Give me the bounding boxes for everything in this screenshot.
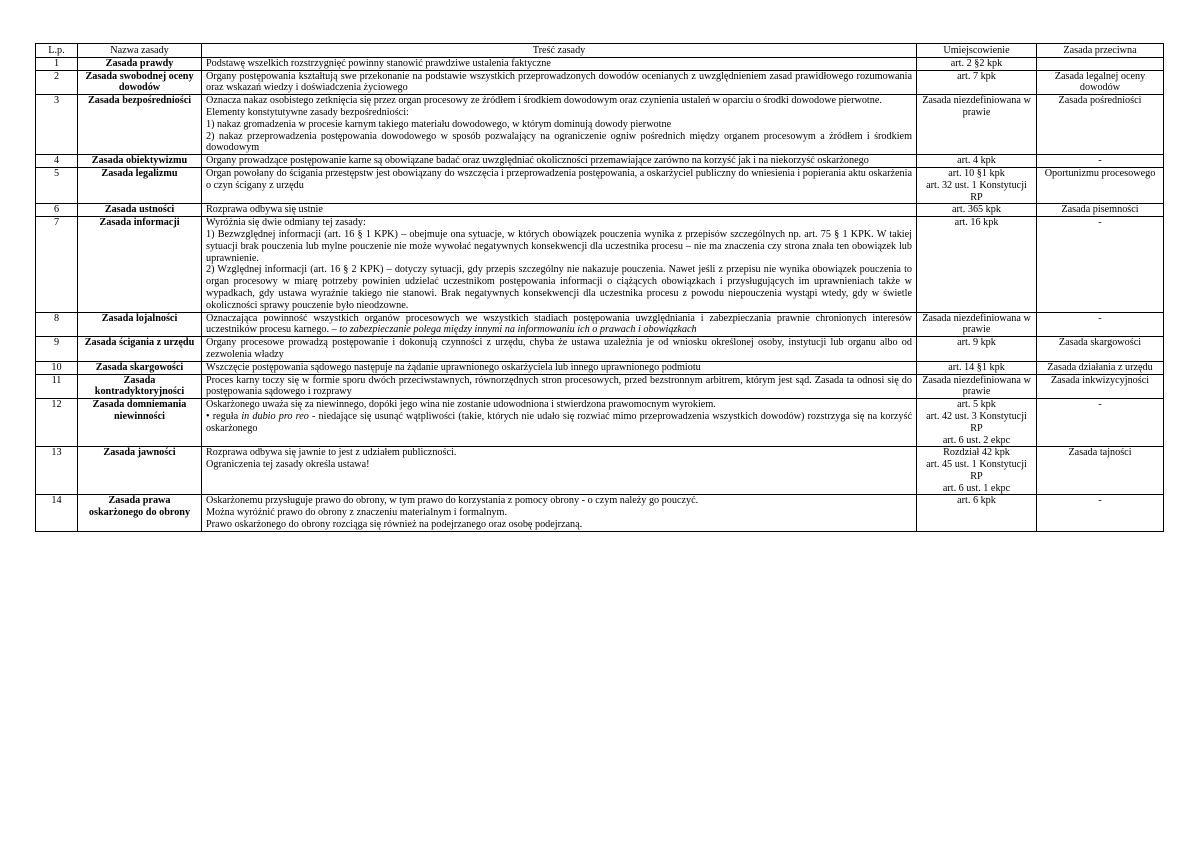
location-line: art. 5 kpk (957, 399, 996, 411)
content-paragraph: 1) nakaz gromadzenia w procesie karnym takiego materiału dowodowego, w którym dominują dowody pierwotne (206, 118, 672, 130)
table-row (36, 337, 1164, 362)
row-number: 2 (36, 70, 78, 95)
table-row (36, 312, 1164, 337)
row-number: 5 (36, 167, 78, 203)
principle-location (917, 57, 1037, 70)
content-paragraph: 2) nakaz przeprowadzenia postępowania dowodowego w sposób pozwalający na ograniczenie ogniw pośrednich między organem procesowym a źródłem i środkiem dowodowym (206, 130, 912, 154)
principle-name: Zasada kontradyktoryjności (78, 374, 202, 399)
table-row (36, 374, 1164, 399)
principle-location (917, 361, 1037, 374)
principle-name: Zasada jawności (78, 447, 202, 495)
opposite-principle: Zasada tajności (1037, 447, 1164, 495)
row-number: 13 (36, 447, 78, 495)
header-content: Treść zasady (202, 44, 917, 58)
location-line: Rozdział 42 kpk (943, 447, 1010, 459)
principle-location (917, 399, 1037, 447)
principle-content (202, 399, 917, 447)
location-line: Zasada niezdefiniowana w prawie (922, 374, 1031, 398)
table-row (36, 155, 1164, 168)
table-header-row (36, 44, 1164, 58)
table-row (36, 57, 1164, 70)
content-paragraph: Oskarżonego uważa się za niewinnego, dopóki jego wina nie zostanie udowodniona i stwierdzona prawomocnym wyrokiem. (206, 399, 716, 411)
row-number: 12 (36, 399, 78, 447)
row-number: 10 (36, 361, 78, 374)
row-number: 4 (36, 155, 78, 168)
location-line: art. 45 ust. 1 Konstytucji RP (926, 459, 1027, 482)
table-row (36, 167, 1164, 203)
principle-location (917, 70, 1037, 95)
location-line: art. 9 kpk (957, 337, 996, 349)
row-number: 14 (36, 495, 78, 531)
content-paragraph: Oznacza nakaz osobistego zetknięcia się przez organ procesowy ze źródłem i środkiem dowodowym oraz czynienia ustaleń w oparciu o środki dowodowe pierwotne. (206, 95, 882, 107)
content-paragraph: Organy procesowe prowadzą postępowanie i dokonują czynności z urzędu, chyba że ustawa uzależnia je od wniosku określonej osoby, instytucji lub organu albo od zezwolenia władzy (206, 337, 912, 360)
row-number: 11 (36, 374, 78, 399)
location-line: art. 14 §1 kpk (948, 361, 1005, 373)
content-paragraph: Organy prowadzące postępowanie karne są obowiązane badać oraz uwzględniać okoliczności przemawiające zarówno na korzyść jak i na niekorzyść oskarżonego (206, 155, 869, 167)
principle-location (917, 167, 1037, 203)
opposite-principle: - (1037, 399, 1164, 447)
table-row (36, 95, 1164, 155)
header-location: Umiejscowienie (917, 44, 1037, 58)
principle-content (202, 167, 917, 203)
table-row (36, 361, 1164, 374)
row-number: 9 (36, 337, 78, 362)
content-paragraph: Oznaczająca powinność wszystkich organów procesowych we wszystkich stadiach postępowania uwzględniania i zabezpieczania prawnie chronionych interesów uczestników procesu karnego. – (206, 312, 912, 336)
principle-name: Zasada domniemania niewinności (78, 399, 202, 447)
content-paragraph: Ograniczenia tej zasady określa ustawa! (206, 459, 370, 471)
principle-name: Zasada obiektywizmu (78, 155, 202, 168)
principle-name: Zasada ustności (78, 204, 202, 217)
location-line: art. 4 kpk (957, 155, 996, 167)
content-paragraph: Można wyróżnić prawo do obrony z znaczeniu materialnym i formalnym. (206, 507, 507, 519)
content-paragraph: Prawo oskarżonego do obrony rozciąga się również na podejrzanego oraz osobę podejrzaną. (206, 519, 583, 531)
principle-name: Zasada legalizmu (78, 167, 202, 203)
principle-name: Zasada bezpośredniości (78, 95, 202, 155)
location-line: art. 42 ust. 3 Konstytucji RP (926, 410, 1027, 434)
principle-location (917, 374, 1037, 399)
content-paragraph: 2) Względnej informacji (art. 16 § 2 KPK) – dotyczy sytuacji, gdy przepis szczególny nie nakazuje pouczenia. Nawet jeśli z przepisu nie wynika obowiązek pouczenia to organ procesowy w miarę potrzeby powinien udzielać uczestnikom postępowania informacji o ciążących obowiązkach i przysługujących im uprawnieniach także w wypadkach, gdy ustawa wyraźnie takiego nie stanowi. Brak negatywnych konsekwencji dla uczestnika procesu z powodu niepouczenia wystąpi wtedy, gdy w świetle okoliczności sprawy pouczenie było nieodzowne. (206, 264, 912, 311)
content-paragraph: Organy postępowania kształtują swe przekonanie na podstawie wszystkich przeprowadzonych dowodów ocenianych z uwzględnieniem zasad prawidłowego rozumowania oraz wskazań wiedzy i doświadczenia życiowego (206, 70, 912, 94)
opposite-principle: - (1037, 155, 1164, 168)
principle-content (202, 447, 917, 495)
content-paragraph: Wyróżnia się dwie odmiany tej zasady: (206, 217, 366, 229)
location-line: art. 6 ust. 2 ekpc (942, 434, 1011, 446)
location-line: art. 2 §2 kpk (950, 57, 1003, 69)
opposite-principle: Zasada legalnej oceny dowodów (1037, 70, 1164, 95)
principle-name: Zasada ścigania z urzędu (78, 337, 202, 362)
location-line: art. 7 kpk (957, 70, 996, 82)
content-paragraph: 1) Bezwzględnej informacji (art. 16 § 1 KPK) – obejmuje ona sytuacje, w których obowiązek pouczenia wynika z przepisów szczególnych np. art. 75 § 1 KPK. W takiej sytuacji brak pouczenia lub mylne pouczenie nie może wywołać negatywnych konsekwencji dla uczestnika procesu – nie ma znaczenia czy strona znała ten obowiązek lub uprawnienie. (206, 228, 912, 264)
principle-name: Zasada informacji (78, 217, 202, 312)
opposite-principle: - (1037, 217, 1164, 312)
opposite-principle: Zasada pośredniości (1037, 95, 1164, 155)
principle-content (202, 204, 917, 217)
table-row (36, 399, 1164, 447)
principle-content (202, 337, 917, 362)
content-paragraph: Organ powołany do ścigania przestępstw jest obowiązany do wszczęcia i przeprowadzenia postępowania, a oskarżyciel publiczny do wniesienia i popierania aktu oskarżenia o czyn ścigany z urzędu (206, 167, 912, 191)
principle-location (917, 337, 1037, 362)
principle-location (917, 155, 1037, 168)
principle-location (917, 495, 1037, 531)
location-line: Zasada niezdefiniowana w prawie (922, 95, 1031, 118)
location-line: art. 6 ust. 1 ekpc (942, 482, 1011, 494)
location-line: art. 16 kpk (954, 217, 999, 229)
content-paragraph: Proces karny toczy się w formie sporu dwóch przeciwstawnych, równorzędnych stron procesowych, przed bezstronnym arbitrem, którym jest sąd. Zasada ta odnosi się do postępowania sądowego i rozprawy (206, 374, 912, 398)
principle-location (917, 447, 1037, 495)
row-number: 7 (36, 217, 78, 312)
content-italic-note: to zabezpieczanie polega między innymi na informowaniu ich o prawach i obowiązkach (339, 324, 697, 336)
location-line: art. 6 kpk (957, 495, 996, 507)
principle-content (202, 374, 917, 399)
table-row (36, 447, 1164, 495)
principle-name: Zasada lojalności (78, 312, 202, 337)
row-number: 1 (36, 57, 78, 70)
principle-location (917, 312, 1037, 337)
row-number: 8 (36, 312, 78, 337)
opposite-principle: Zasada inkwizycyjności (1037, 374, 1164, 399)
principle-name: Zasada prawdy (78, 57, 202, 70)
content-paragraph: Podstawę wszelkich rozstrzygnięć powinny stanowić prawdziwe ustalenia faktyczne (206, 57, 551, 69)
principle-content (202, 57, 917, 70)
table-body (36, 57, 1164, 531)
principle-content (202, 312, 917, 337)
principle-content (202, 95, 917, 155)
principle-name: Zasada swobodnej oceny dowodów (78, 70, 202, 95)
document-page (35, 43, 1163, 532)
principle-content (202, 495, 917, 531)
principle-content (202, 70, 917, 95)
opposite-principle: - (1037, 312, 1164, 337)
content-paragraph: • reguła in dubio pro reo - niedające się usunąć wątpliwości (takie, których nie udało się rozwiać mimo przeprowadzenia wszystkich dowodów) rozstrzyga się na korzyść oskarżonego (206, 410, 912, 434)
principle-name: Zasada skargowości (78, 361, 202, 374)
content-paragraph: Rozprawa odbywa się jawnie to jest z udziałem publiczności. (206, 447, 457, 459)
header-lp: L.p. (36, 44, 78, 58)
principle-name: Zasada prawa oskarżonego do obrony (78, 495, 202, 531)
header-opposite: Zasada przeciwna (1037, 44, 1164, 58)
principle-location (917, 95, 1037, 155)
location-line: Zasada niezdefiniowana w prawie (922, 312, 1031, 336)
content-paragraph: Rozprawa odbywa się ustnie (206, 204, 323, 216)
opposite-principle (1037, 57, 1164, 70)
opposite-principle: - (1037, 495, 1164, 531)
content-paragraph: Wszczęcie postępowania sądowego następuje na żądanie uprawnionego oskarżyciela lub innego uprawnionego podmiotu (206, 361, 701, 373)
principle-location (917, 217, 1037, 312)
principle-location (917, 204, 1037, 217)
opposite-principle: Oportunizmu procesowego (1037, 167, 1164, 203)
opposite-principle: Zasada działania z urzędu (1037, 361, 1164, 374)
table-row (36, 495, 1164, 531)
content-paragraph: Oskarżonemu przysługuje prawo do obrony, w tym prawo do korzystania z pomocy obrony - o czym należy go pouczyć. (206, 495, 699, 507)
row-number: 6 (36, 204, 78, 217)
content-paragraph: Elementy konstytutywne zasady bezpośredniości: (206, 106, 409, 118)
table-row (36, 217, 1164, 312)
principle-content (202, 361, 917, 374)
location-line: art. 10 §1 kpk (948, 167, 1005, 179)
header-name: Nazwa zasady (78, 44, 202, 58)
location-line: art. 365 kpk (952, 204, 1001, 216)
opposite-principle: Zasada pisemności (1037, 204, 1164, 217)
row-number: 3 (36, 95, 78, 155)
principle-content (202, 217, 917, 312)
table-row (36, 204, 1164, 217)
table-row (36, 70, 1164, 95)
location-line: art. 32 ust. 1 Konstytucji RP (926, 179, 1027, 203)
principle-content (202, 155, 917, 168)
principles-table (35, 43, 1164, 532)
opposite-principle: Zasada skargowości (1037, 337, 1164, 362)
